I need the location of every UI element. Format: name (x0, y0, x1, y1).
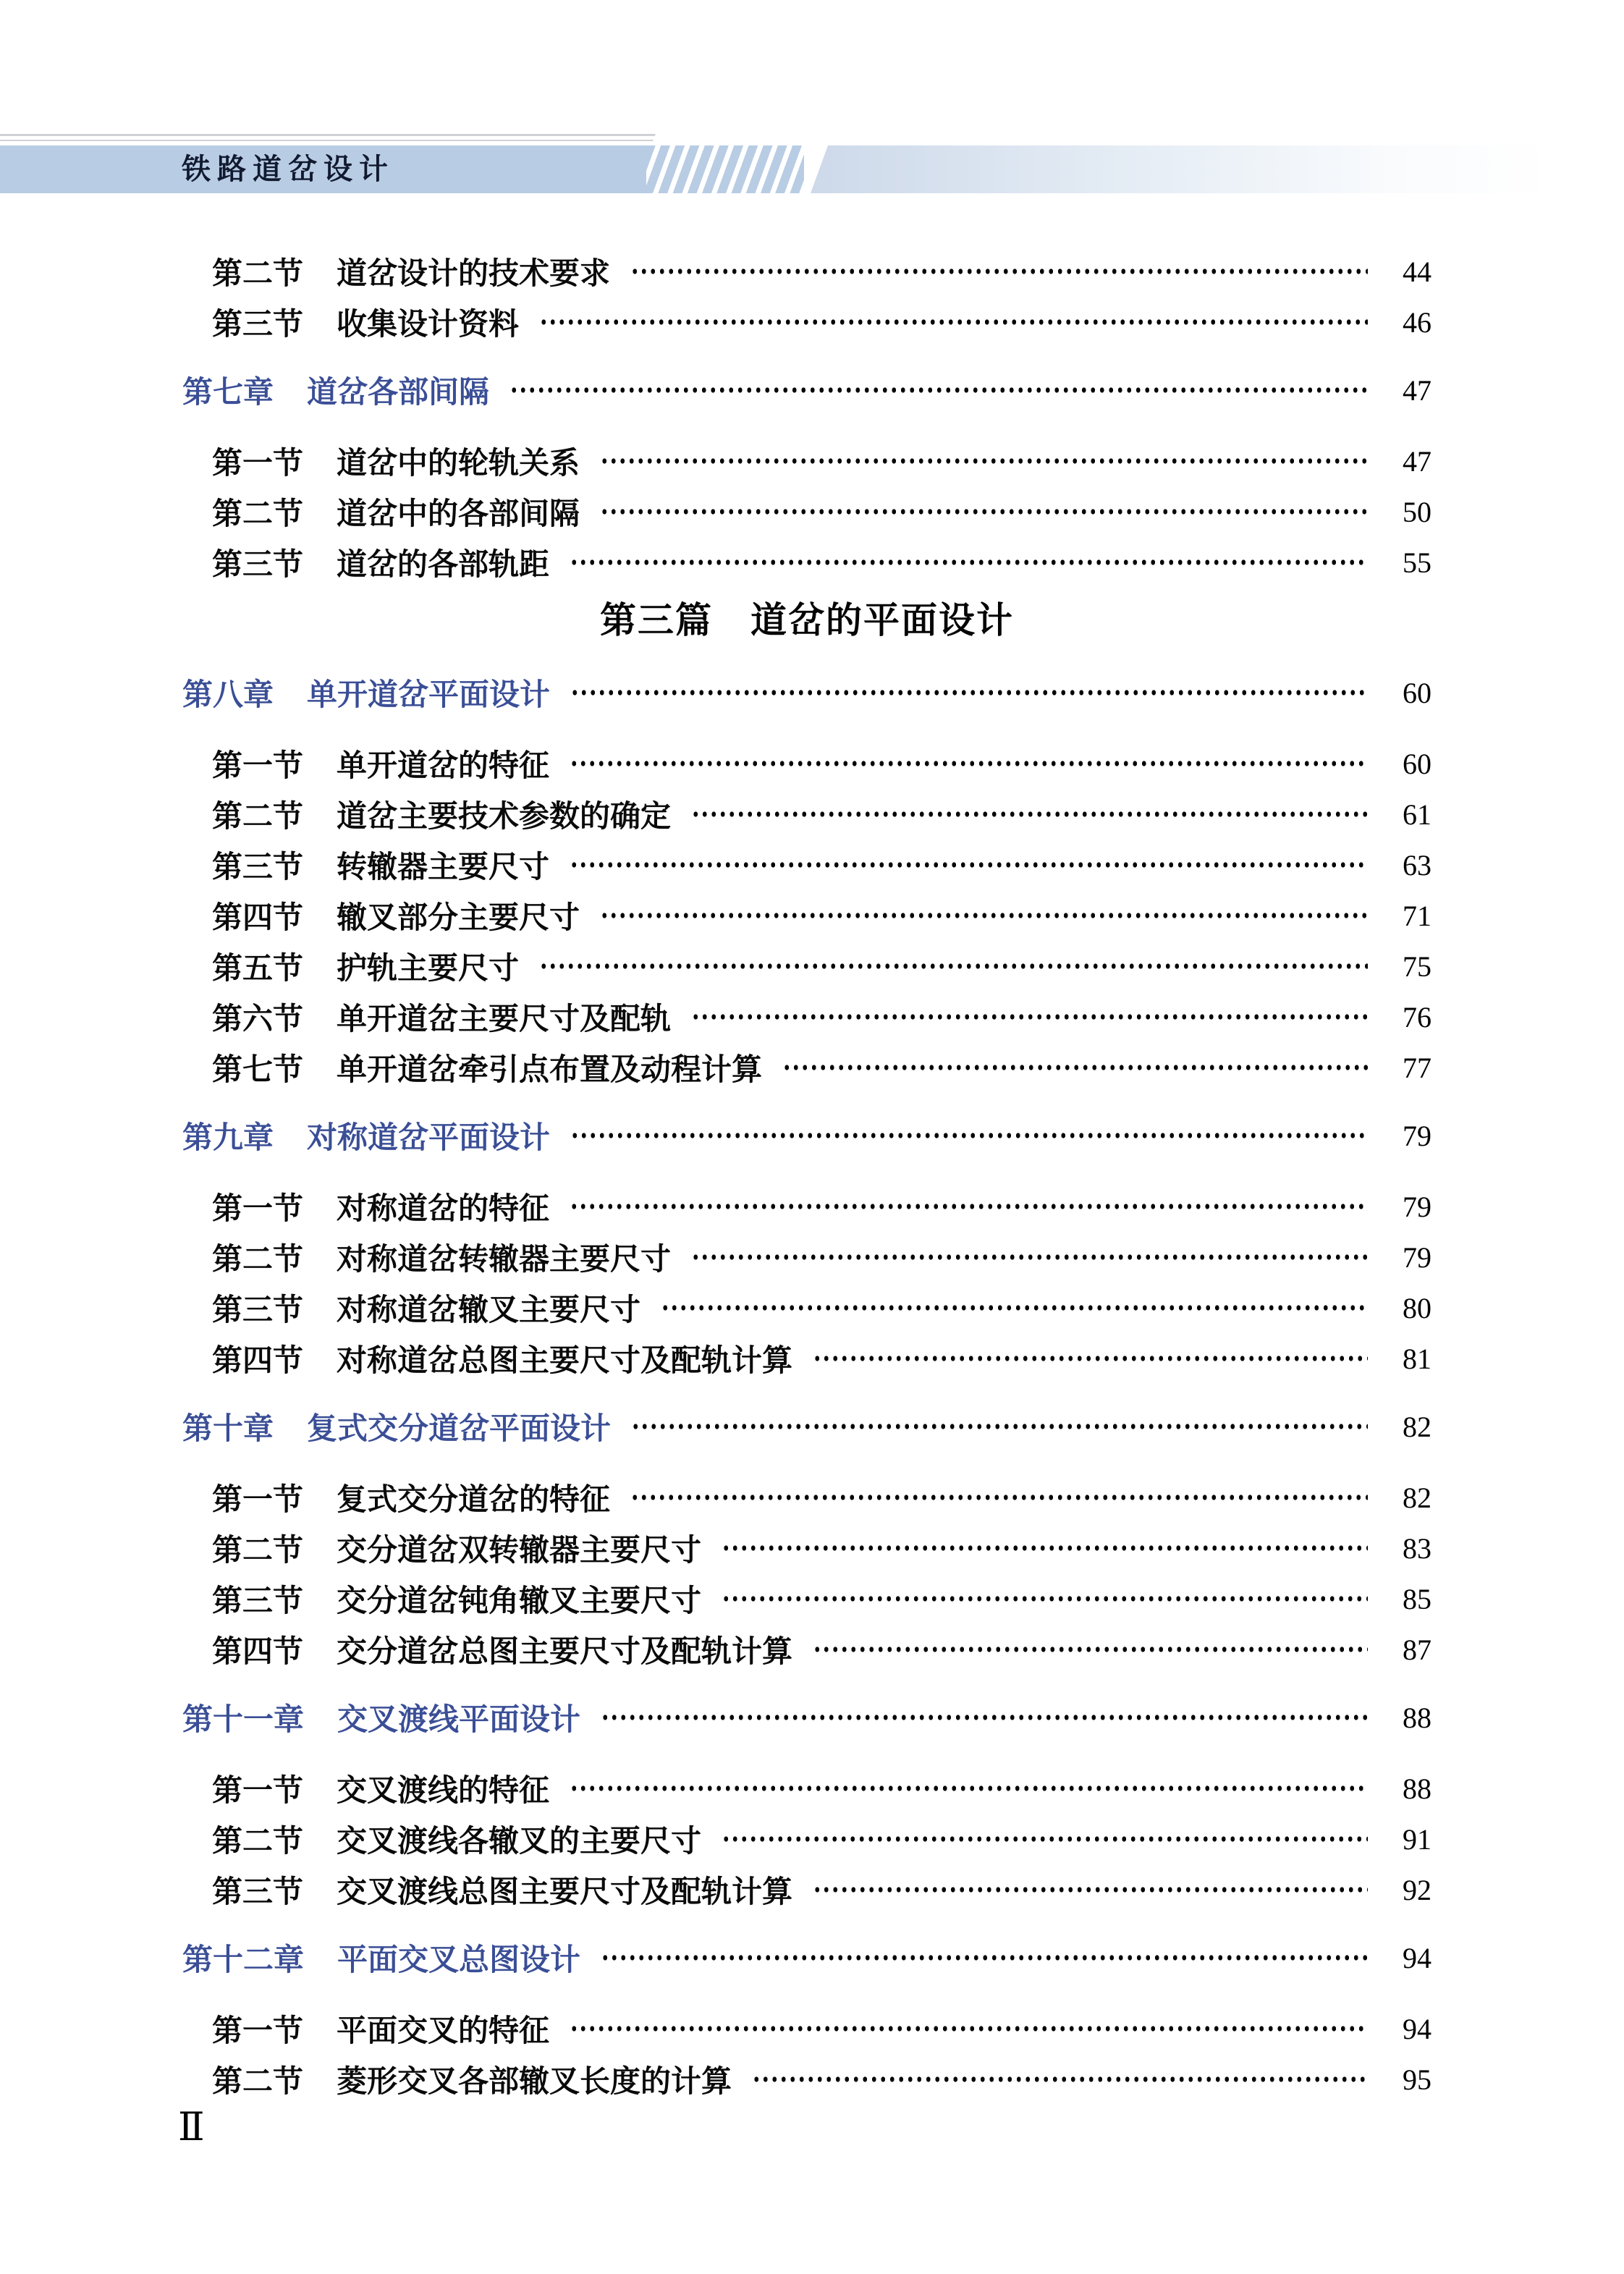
toc-entry-label: 第四节 (212, 1343, 304, 1378)
dot-leader (630, 1483, 1368, 1512)
toc-entry-title: 交叉渡线平面设计 (337, 1702, 581, 1737)
toc-entry-section (182, 1573, 1431, 1624)
header-gradient-band (811, 145, 1553, 193)
toc-entry-label: 第七章 (182, 374, 274, 410)
toc-entry-title: 对称道岔辙叉主要尺寸 (337, 1292, 641, 1327)
toc-entry-label: 第二节 (212, 2063, 304, 2099)
book-title: 铁路道岔设计 (182, 153, 394, 186)
dot-leader (691, 1002, 1368, 1031)
toc-entry-label: 第二节 (212, 496, 304, 531)
toc-entry-chapter (182, 1692, 1431, 1743)
toc-entry-label: 第二节 (212, 1532, 304, 1568)
toc-entry-page: 79 (1403, 1119, 1431, 1152)
toc-entry-title: 交叉渡线各辙叉的主要尺寸 (337, 1823, 702, 1859)
toc-entry-section (182, 1523, 1431, 1573)
dot-leader (600, 447, 1368, 475)
toc-entry-title: 收集设计资料 (337, 306, 520, 342)
toc-entry-title: 道岔中的轮轨关系 (337, 445, 580, 481)
toc-entry-page: 55 (1403, 546, 1431, 579)
toc-entry-page: 60 (1403, 676, 1431, 709)
toc-entry-section (182, 537, 1431, 588)
dot-leader (722, 1584, 1368, 1613)
header-diagonal-stripes (646, 145, 804, 193)
toc-entry-page: 60 (1403, 747, 1431, 780)
dot-leader (722, 1825, 1368, 1854)
dot-leader (782, 1053, 1368, 1082)
toc-entry-section (182, 1042, 1431, 1093)
toc-entry-label: 第十章 (182, 1411, 274, 1446)
dot-leader (539, 308, 1368, 337)
toc-entry-label: 第六节 (212, 1001, 304, 1036)
toc-entry-title: 复式交分道岔平面设计 (307, 1411, 612, 1446)
toc-entry-title: 转辙器主要尺寸 (337, 849, 550, 884)
toc-entry-page: 81 (1403, 1342, 1431, 1375)
toc-entry-title: 复式交分道岔的特征 (337, 1482, 611, 1517)
toc-entry-page: 88 (1403, 1701, 1431, 1734)
toc-entry-page: 95 (1403, 2063, 1431, 2096)
toc-entry-title: 道岔设计的技术要求 (337, 255, 611, 291)
toc-entry-section (182, 992, 1431, 1042)
toc-entry-page: 88 (1403, 1772, 1431, 1805)
toc-entry-title: 道岔各部间隔 (307, 374, 490, 410)
toc-entry-label: 第十一章 (182, 1702, 305, 1737)
toc-entry-section (182, 486, 1431, 537)
toc-entry-title: 单开道岔牵引点布置及动程计算 (337, 1052, 763, 1087)
toc-entry-title: 道岔中的各部间隔 (337, 496, 580, 531)
toc-entry-page: 47 (1403, 373, 1431, 407)
toc-entry-label: 第三节 (212, 1292, 304, 1327)
toc-entry-label: 第十二章 (182, 1942, 305, 1977)
toc-entry-chapter (182, 1401, 1431, 1452)
toc-entry-title: 交叉渡线的特征 (337, 1772, 550, 1808)
dot-leader (509, 376, 1368, 405)
toc-entry-section (182, 1624, 1431, 1675)
dot-leader (601, 1943, 1368, 1972)
toc-entry-section (182, 1232, 1431, 1282)
toc-entry-section (182, 297, 1431, 347)
toc-entry-section (182, 1814, 1431, 1864)
dot-leader (691, 800, 1368, 829)
toc-entry-section (182, 1333, 1431, 1384)
toc-entry-title: 平面交叉总图设计 (337, 1942, 581, 1977)
toc-entry-section (182, 1472, 1431, 1523)
toc-entry-title: 对称道岔总图主要尺寸及配轨计算 (337, 1343, 793, 1378)
toc-entry-section (182, 738, 1431, 789)
dot-leader (661, 1293, 1368, 1322)
toc-entry-title: 对称道岔转辙器主要尺寸 (337, 1241, 672, 1277)
toc-entry-page: 94 (1403, 2012, 1431, 2045)
toc-entry-title: 菱形交叉各部辙叉长度的计算 (337, 2063, 732, 2099)
toc-entry-section (182, 840, 1431, 890)
toc-entry-section (182, 1282, 1431, 1333)
dot-leader (631, 1412, 1368, 1441)
toc-entry-title: 对称道岔的特征 (337, 1191, 550, 1226)
page-number-footer: Ⅱ (178, 2105, 205, 2149)
toc-entry-section (182, 1763, 1431, 1814)
dot-leader (691, 1243, 1368, 1272)
toc-entry-title: 单开道岔的特征 (337, 748, 550, 783)
dot-leader (601, 1703, 1368, 1732)
toc-entry-page: 77 (1403, 1051, 1431, 1084)
dot-leader (570, 1121, 1368, 1150)
toc-entry-section (182, 1181, 1431, 1232)
toc-entry-label: 第一节 (212, 748, 304, 783)
toc-entry-label: 第三节 (212, 306, 304, 342)
toc-entry-label: 第一节 (212, 1772, 304, 1808)
dot-leader (600, 497, 1368, 526)
dot-leader (570, 548, 1368, 577)
toc-entry-section (182, 789, 1431, 840)
toc-entry-title: 对称道岔平面设计 (307, 1120, 551, 1155)
toc-entry-page: 92 (1403, 1873, 1431, 1906)
toc-entry-page: 79 (1403, 1190, 1431, 1223)
toc-entry-label: 第四节 (212, 1633, 304, 1669)
toc-entry-title: 交分道岔双转辙器主要尺寸 (337, 1532, 702, 1568)
toc-entry-title: 道岔的各部轨距 (337, 546, 550, 582)
toc-entry-page: 76 (1403, 1000, 1431, 1034)
toc-entry-page: 79 (1403, 1240, 1431, 1274)
toc-entry-label: 第二节 (212, 798, 304, 834)
toc-entry-chapter (182, 667, 1431, 718)
dot-leader (570, 678, 1368, 707)
toc-entry-label: 第二节 (212, 255, 304, 291)
toc-entry-label: 第九章 (182, 1120, 274, 1155)
toc-entry-title: 单开道岔主要尺寸及配轨 (337, 1001, 672, 1036)
toc-entry-title: 平面交叉的特征 (337, 2013, 550, 2048)
toc-entry-label: 第八章 (182, 677, 274, 712)
toc-entry-label: 第一节 (212, 445, 304, 481)
toc-entry-section (182, 436, 1431, 486)
toc-entry-section (182, 2003, 1431, 2054)
toc-entry-title: 护轨主要尺寸 (337, 950, 520, 986)
toc-entry-section (182, 246, 1431, 297)
toc-entry-title: 交分道岔总图主要尺寸及配轨计算 (337, 1633, 793, 1669)
toc-entry-chapter (182, 1110, 1431, 1161)
toc-entry-page: 75 (1403, 950, 1431, 983)
dot-leader (570, 2014, 1368, 2043)
dot-leader (722, 1534, 1368, 1563)
toc-entry-page: 82 (1403, 1410, 1431, 1443)
toc-entry-title: 辙叉部分主要尺寸 (337, 900, 580, 935)
dot-leader (570, 1192, 1368, 1221)
toc-entry-section (182, 2054, 1431, 2105)
toc-entry-section (182, 890, 1431, 941)
toc-entry-label: 第二节 (212, 1823, 304, 1859)
toc-entry-label: 第三节 (212, 1874, 304, 1909)
toc-entry-chapter (182, 1932, 1431, 1983)
toc-entry-label: 第三节 (212, 849, 304, 884)
toc-entry-title: 单开道岔平面设计 (307, 677, 551, 712)
toc-entry-label: 第一节 (212, 1191, 304, 1226)
toc-entry-label: 第四节 (212, 900, 304, 935)
dot-leader (752, 2065, 1368, 2094)
toc-entry-page: 50 (1403, 495, 1431, 528)
toc-entry-page: 61 (1403, 798, 1431, 831)
dot-leader (600, 901, 1368, 930)
part-title: 第三篇 道岔的平面设计 (600, 599, 1014, 641)
toc-entry-page: 85 (1403, 1582, 1431, 1615)
dot-leader (813, 1344, 1368, 1373)
toc-entry-label: 第一节 (212, 2013, 304, 2048)
toc-entry-page: 94 (1403, 1941, 1431, 1974)
toc-list (0, 246, 1624, 2105)
toc-entry-section (182, 941, 1431, 992)
toc-entry-page: 46 (1403, 305, 1431, 339)
toc-entry-chapter (182, 365, 1431, 415)
toc-entry-page: 80 (1403, 1291, 1431, 1324)
toc-entry-label: 第二节 (212, 1241, 304, 1277)
toc-entry-page: 83 (1403, 1531, 1431, 1565)
toc-entry-label: 第七节 (212, 1052, 304, 1087)
toc-entry-page: 91 (1403, 1822, 1431, 1856)
dot-leader (813, 1635, 1368, 1664)
toc-entry-page: 47 (1403, 444, 1431, 478)
toc-entry-page: 44 (1403, 255, 1431, 288)
dot-leader (570, 749, 1368, 778)
header-gray-bar (0, 134, 656, 141)
dot-leader (813, 1875, 1368, 1904)
toc-entry-page: 63 (1403, 848, 1431, 882)
toc-entry-section (182, 1864, 1431, 1915)
toc-entry-page: 87 (1403, 1633, 1431, 1666)
toc-entry-title: 道岔主要技术参数的确定 (337, 798, 672, 834)
dot-leader (570, 1774, 1368, 1803)
toc-entry-title: 交叉渡线总图主要尺寸及配轨计算 (337, 1874, 793, 1909)
toc-entry-label: 第一节 (212, 1482, 304, 1517)
dot-leader (630, 257, 1368, 286)
toc-entry-page: 71 (1403, 899, 1431, 932)
toc-entry-page: 82 (1403, 1481, 1431, 1514)
toc-entry-label: 第三节 (212, 1583, 304, 1618)
dot-leader (570, 850, 1368, 879)
toc-entry-label: 第三节 (212, 546, 304, 582)
toc-entry-label: 第五节 (212, 950, 304, 986)
toc-entry-title: 交分道岔钝角辙叉主要尺寸 (337, 1583, 702, 1618)
dot-leader (539, 952, 1368, 981)
